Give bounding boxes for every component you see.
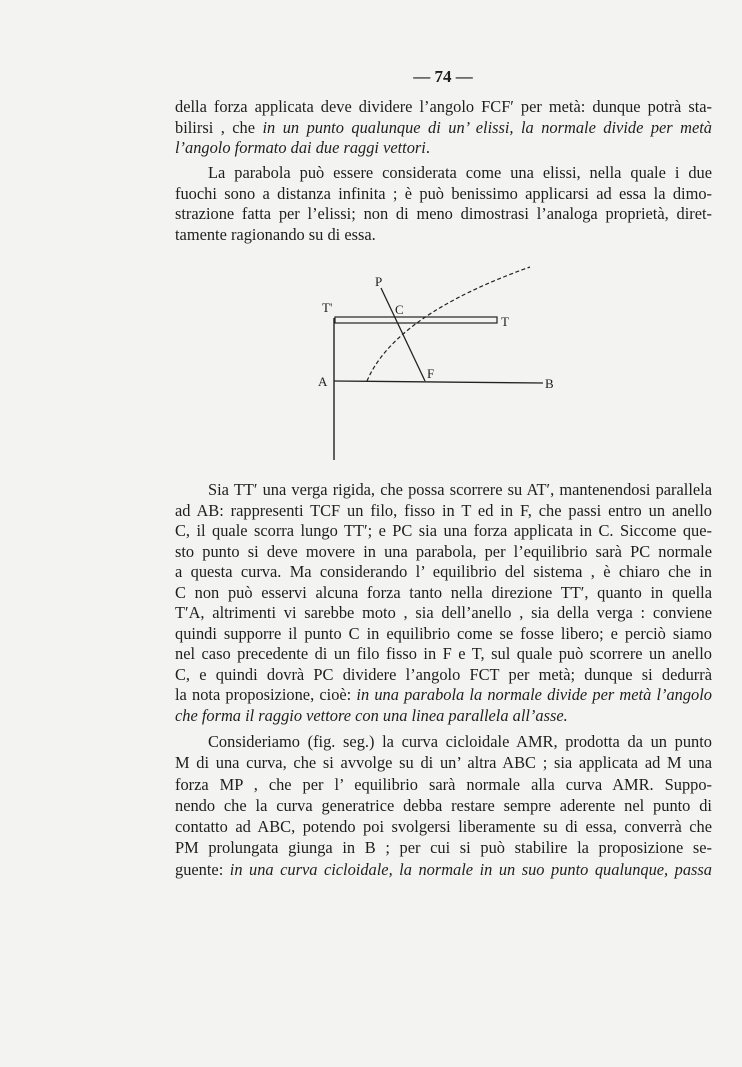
label-B: B <box>545 376 554 391</box>
text-segment: ad AB: rappresenti TCF un filo, fisso in T ed in F, che passi entro un anello <box>175 500 712 520</box>
text-segment: strazione fatta per l’elissi; non di meno dimostrasi l’analoga proprietà, diret- <box>175 204 712 223</box>
page-number: — 74 — <box>413 67 473 86</box>
text-segment: . <box>425 138 430 157</box>
label-P: P <box>375 274 383 289</box>
text-segment: fuochi sono a distanza infinita ; è può benissimo applicarsi ad essa la dimo- <box>175 183 712 203</box>
label-C: C <box>395 302 404 317</box>
text-segment: Consideriamo (fig. seg.) la curva cicloidale AMR, prodotta da un punto <box>208 732 712 751</box>
text-segment: la nota proposizione, cioè: <box>175 685 357 704</box>
italic-text: l’angolo formato dai due raggi vettori <box>175 138 426 157</box>
text-line <box>175 624 712 645</box>
text-line <box>175 97 712 118</box>
text-line <box>175 225 712 246</box>
label-T: T <box>501 314 509 329</box>
italic-text: in una curva cicloidale, la normale in un suo punto qualunque, passa <box>229 859 713 879</box>
text-segment: T′A, altrimenti vi sarebbe moto , sia dell’anello , sia della verga : conviene <box>175 603 712 622</box>
paragraph-cycloid <box>175 731 712 880</box>
text-segment: PM prolungata giunga in B ; per cui si può stabilire la proposizione se- <box>175 838 712 858</box>
paragraph-ellipse-conclusion <box>175 97 712 159</box>
text-line <box>175 562 712 583</box>
text-segment: nendo che la curva generatrice debba restare sempre aderente nel punto di <box>175 795 712 815</box>
text-segment: C, e quindi dovrà PC dividere l’angolo FCT per metà; dunque si dedurrà <box>175 664 712 684</box>
text-line <box>175 731 712 752</box>
text-line <box>175 644 712 665</box>
text-segment: contatto ad ABC, potendo poi svolgersi liberamente su di essa, converrà che <box>175 817 712 837</box>
text-segment: bilirsi , che <box>175 117 263 137</box>
text-line <box>175 480 712 501</box>
text-segment: forza MP , che per l’ equilibrio sarà normale alla curva AMR. Suppo- <box>175 774 712 794</box>
paragraph-parabola-intro <box>175 163 712 245</box>
label-F: F <box>427 366 435 381</box>
text-line <box>175 837 712 858</box>
text-segment: La parabola può essere considerata come una elissi, nella quale i due <box>208 163 712 182</box>
italic-text: in un punto qualunque di un’ elissi, la normale divide per metà <box>262 117 712 137</box>
text-line <box>175 542 712 563</box>
text-segment: C, il quale scorra lungo TT′; e PC sia una forza applicata in C. Siccome que- <box>175 521 712 540</box>
text-line <box>175 583 712 604</box>
text-segment: Sia TT′ una verga rigida, che possa scorrere su AT′, mantenendosi parallela <box>208 480 712 499</box>
axis-line-AB <box>334 381 543 383</box>
rigid-rod-TT <box>335 317 497 323</box>
text-segment: della forza applicata deve dividere l’angolo FCF′ per metà: dunque potrà sta- <box>175 97 712 116</box>
text-line <box>175 774 712 795</box>
text-segment: C non può esservi alcuna forza tanto nella direzione TT′, quanto in quella <box>175 582 712 602</box>
text-line <box>175 521 712 542</box>
text-line <box>175 816 712 837</box>
italic-text: che forma il raggio vettore con una linea parallela all’asse. <box>175 705 568 725</box>
paragraph-parabola-proof <box>175 480 712 726</box>
text-line <box>175 603 712 624</box>
text-segment: M di una curva, che si avvolge su di un’ altra ABC ; sia applicata ad M una <box>175 753 712 773</box>
parabola-figure <box>300 260 560 470</box>
label-T-prime: T' <box>322 300 333 315</box>
text-segment: sto punto si deve movere in una parabola, per l’equilibrio sarà PC normale <box>175 541 712 561</box>
text-segment: quindi supporre il punto C in equilibrio come se fosse libero; e perciò siamo <box>175 623 712 643</box>
text-line <box>175 665 712 686</box>
text-segment: nel caso precedente di un filo fisso in F e T, sul quale può scorrere un anello <box>175 644 712 663</box>
text-line <box>175 204 712 225</box>
text-line <box>175 138 712 159</box>
text-line <box>175 163 712 184</box>
text-line <box>175 118 712 139</box>
italic-text: in una parabola la normale divide per metà l’angolo <box>356 685 712 704</box>
text-segment: tamente ragionando su di essa. <box>175 224 376 244</box>
text-line <box>175 501 712 522</box>
label-A: A <box>318 374 328 389</box>
text-line <box>175 859 712 880</box>
text-line <box>175 752 712 773</box>
text-line <box>175 685 712 706</box>
text-line <box>175 795 712 816</box>
text-segment: guente: <box>175 859 230 879</box>
text-segment: a questa curva. Ma considerando l’ equilibrio del sistema , è chiaro che in <box>175 562 712 581</box>
text-line <box>175 184 712 205</box>
text-line <box>175 706 712 727</box>
